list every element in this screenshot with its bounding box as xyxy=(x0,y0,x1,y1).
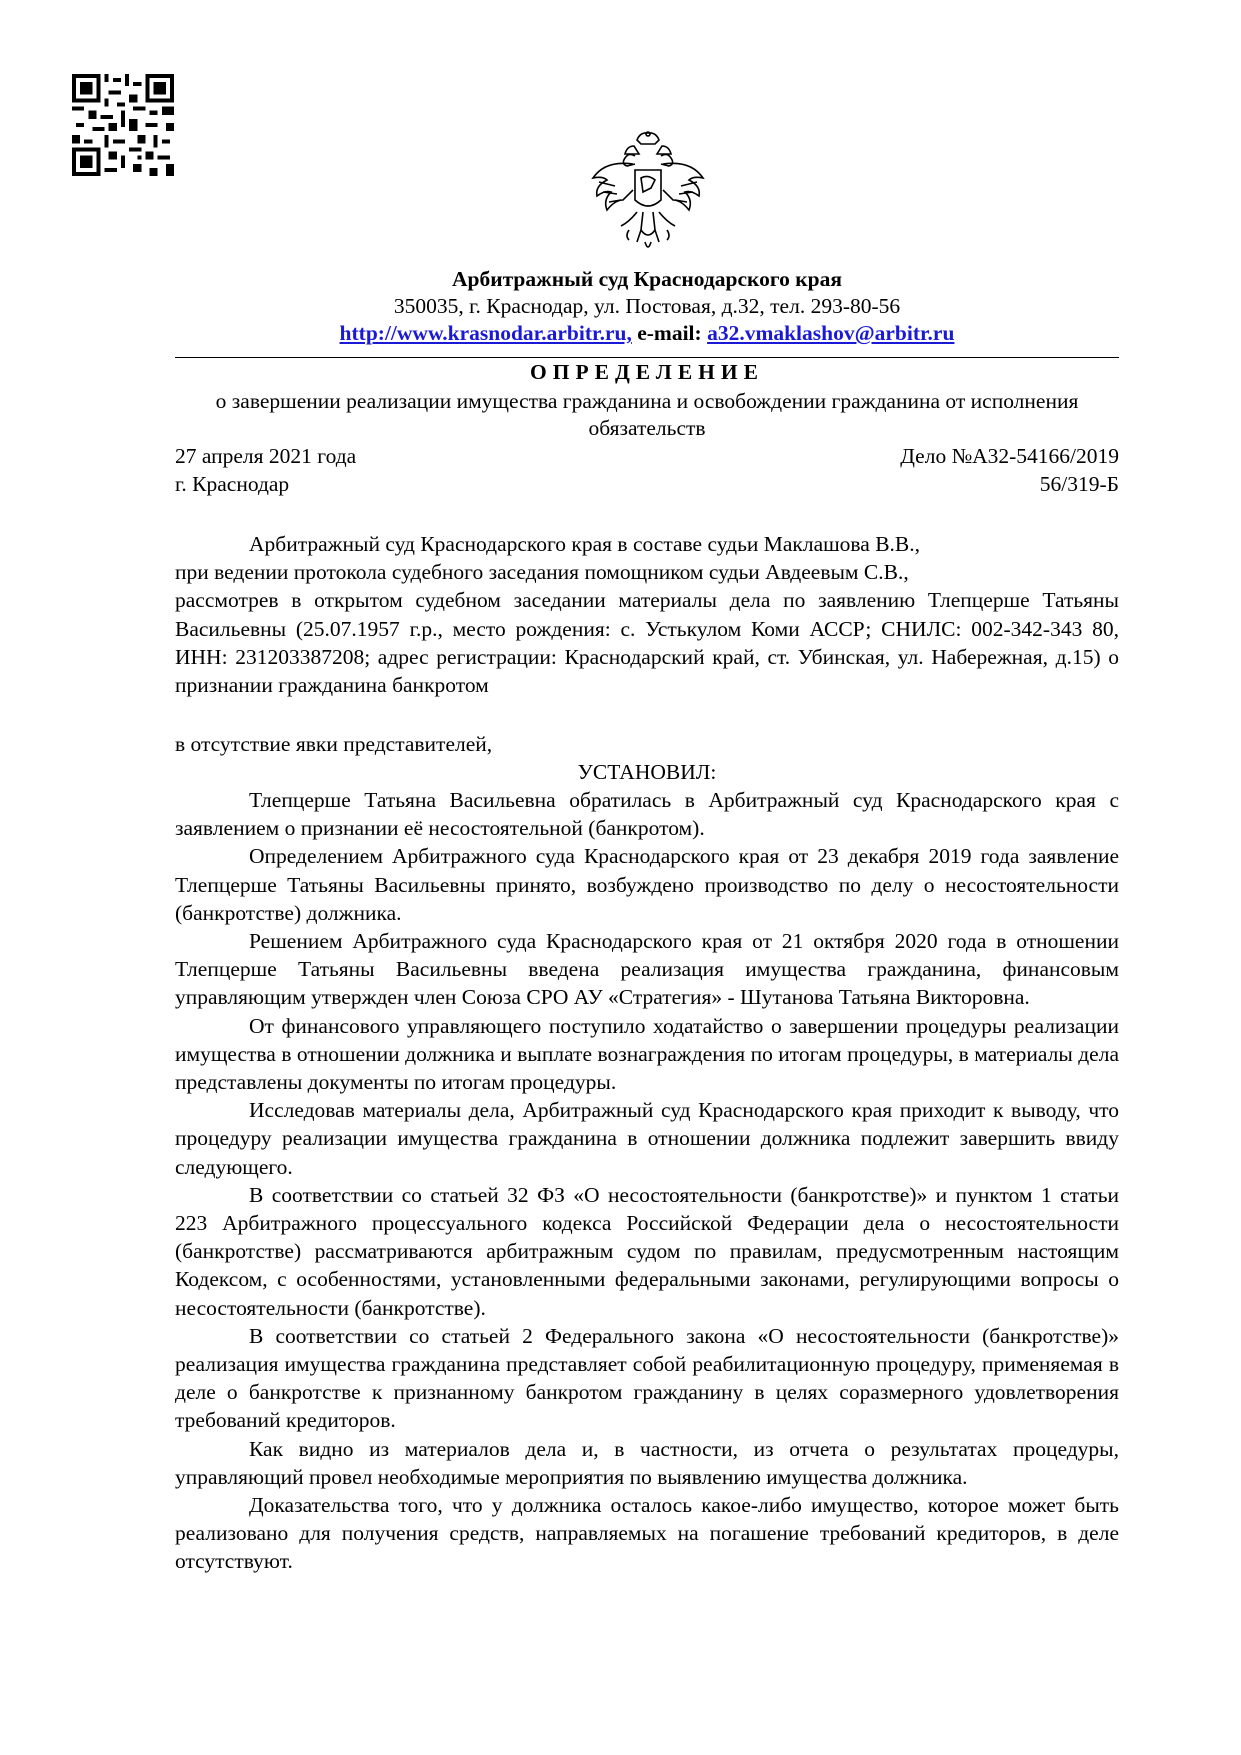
city-row xyxy=(175,470,1119,498)
absence-note: в отсутствие явки представителей, xyxy=(175,732,493,756)
main-text xyxy=(175,786,1119,1576)
court-email-link[interactable]: a32.vmaklashov@arbitr.ru xyxy=(707,321,955,345)
court-name: Арбитражный суд Краснодарского края xyxy=(451,267,842,291)
intro-line-1: Арбитражный суд Краснодарского края в составе судьи Маклашова В.В., xyxy=(249,532,921,556)
court-website-link[interactable]: http://www.krasnodar.arbitr.ru, xyxy=(339,321,632,345)
document-title: ОПРЕДЕЛЕНИЕ xyxy=(530,360,764,384)
intro-line-2: при ведении протокола судебного заседания помощником судьи Авдеевым С.В., xyxy=(175,560,909,585)
paragraph: В соответствии со статьей 32 ФЗ «О несостоятельности (банкротстве)» и пунктом 1 статьи 223 Арбитражного процессуального кодекса Российской Федерации дела о несостоятельности (банкротстве) рассматриваются арбитражным судом по правилам, предусмотренным настоящим Кодексом, с особенностями, установленными федеральными законами, регулирующими вопросы о несостоятельности (банкротстве). xyxy=(175,1182,1119,1320)
case-number: Дело №А32-54166/2019 xyxy=(900,444,1119,468)
email-label: e-mail: xyxy=(637,321,702,345)
document-subtitle: о завершении реализации имущества гражданина и освобождении гражданина от исполнения обязательств xyxy=(215,389,1079,440)
case-code: 56/319-Б xyxy=(1039,472,1119,496)
date-row xyxy=(175,442,1119,470)
paragraph: Решением Арбитражного суда Краснодарского края от 21 октября 2020 года в отношении Тлепцерше Татьяны Васильевны введена реализация имущества гражданина, финансовым управляющим утвержден член Союза СРО АУ «Стратегия» - Шутанова Татьяна Викторовна. xyxy=(175,929,1119,1010)
section-heading-ustanovil: УСТАНОВИЛ: xyxy=(577,760,717,784)
document-city: г. Краснодар xyxy=(175,472,290,496)
document-date: 27 апреля 2021 года xyxy=(175,444,357,468)
paragraph: Доказательства того, что у должника осталось какое-либо имущество, которое может быть реализовано для получения средств, направляемых на погашение требований кредиторов, в деле отсутствуют. xyxy=(175,1493,1119,1574)
paragraph: В соответствии со статьей 2 Федерального закона «О несостоятельности (банкротстве)» реализация имущества гражданина представляет собой реабилитационную процедуру, применяемая в деле о банкротстве к признанному банкротом гражданину в целях соразмерного удовлетворения требований кредиторов. xyxy=(175,1323,1119,1433)
qr-code-icon xyxy=(72,74,174,176)
paragraph: Тлепцерше Татьяна Васильевна обратилась в Арбитражный суд Краснодарского края с заявлением о признании её несостоятельной (банкротом). xyxy=(175,788,1119,841)
paragraph: От финансового управляющего поступило ходатайство о завершении процедуры реализации имущества в отношении должника и выплате вознаграждения по итогам процедуры, в материалы дела представлены документы по итогам процедуры. xyxy=(175,1013,1119,1095)
paragraph: Исследовав материалы дела, Арбитражный суд Краснодарского края приходит к выводу, что процедуру реализации имущества гражданина в отношении должника подлежит завершить ввиду следующего. xyxy=(175,1098,1119,1179)
coat-of-arms-icon xyxy=(585,130,711,254)
intro-rest: рассмотрев в открытом судебном заседании материалы дела по заявлению Тлепцерше Татьяны Васильевны (25.07.1957 г.р., место рождения: с. Устькулом Коми АССР; СНИЛС: 002-342-343 80, ИНН: 231203387208; адрес регистрации: Краснодарский край, ст. Убинская, ул. Набережная, д.15) о признании гражданина банкротом xyxy=(175,588,1119,698)
court-address: 350035, г. Краснодар, ул. Постовая, д.32, тел. 293-80-56 xyxy=(393,294,901,318)
paragraph: Определением Арбитражного суда Краснодарского края от 23 декабря 2019 года заявление Тлепцерше Татьяны Васильевны принято, возбуждено производство по делу о несостоятельности (банкротстве) должника. xyxy=(175,844,1119,925)
intro-block xyxy=(175,530,1119,699)
paragraph: Как видно из материалов дела и, в частности, из отчета о результатах процедуры, управляющий провел необходимые мероприятия по выявлению имущества должника. xyxy=(175,1436,1119,1489)
